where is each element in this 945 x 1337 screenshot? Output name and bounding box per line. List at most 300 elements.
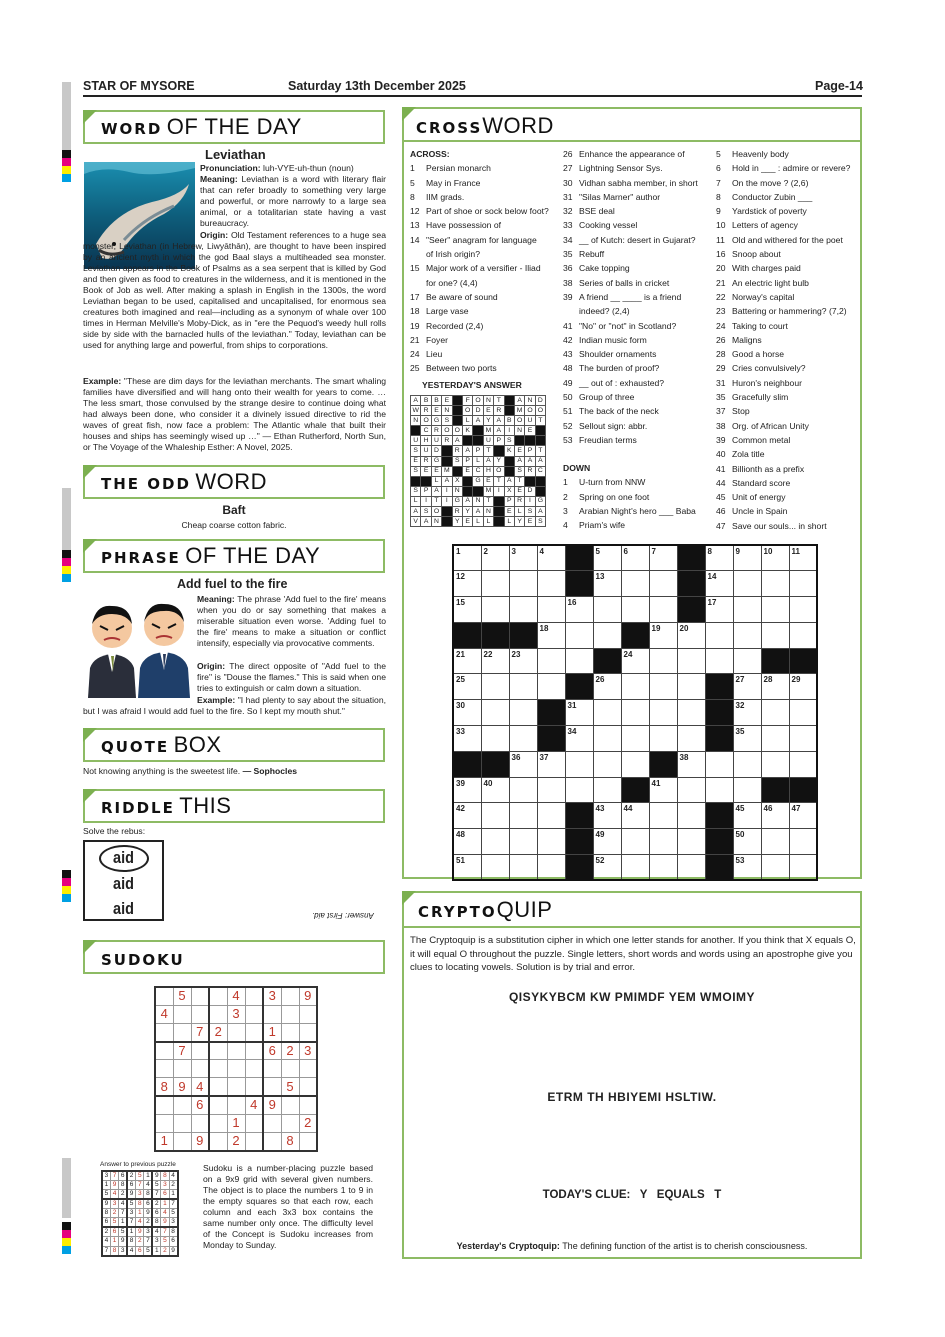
answer-cell: S: [504, 436, 514, 446]
down-label: DOWN: [563, 463, 591, 473]
clue-item: 51 The back of the neck: [563, 406, 659, 417]
crossword-cell[interactable]: 35: [733, 726, 761, 752]
sudoku-cell[interactable]: [281, 1060, 299, 1078]
clue-item: 4 Priam's wife: [563, 520, 626, 531]
previous-sudoku-cell: 9: [152, 1171, 160, 1181]
crossword-cell[interactable]: [761, 726, 789, 752]
sudoku-cell[interactable]: [227, 1096, 245, 1114]
previous-sudoku-cell: 6: [110, 1227, 118, 1237]
odd-word: Baft: [222, 503, 246, 517]
sudoku-cell[interactable]: [173, 1060, 191, 1078]
crossword-cell[interactable]: [733, 751, 761, 777]
black-cell: [705, 700, 733, 726]
sudoku-cell[interactable]: 8: [155, 1078, 173, 1096]
crossword-cell[interactable]: [593, 777, 621, 803]
crossword-cell[interactable]: 31: [565, 700, 593, 726]
previous-sudoku-cell: 8: [110, 1246, 118, 1256]
crossword-cell[interactable]: [733, 777, 761, 803]
sudoku-cell[interactable]: 3: [227, 1005, 245, 1023]
down-clues-col2: [563, 461, 696, 532]
crossword-cell[interactable]: [621, 751, 649, 777]
crossword-cell[interactable]: [705, 777, 733, 803]
crossword-cell[interactable]: [509, 571, 537, 597]
clue-item: 52 Sellout sign: abbr.: [563, 420, 648, 431]
crossword-cell[interactable]: [509, 777, 537, 803]
crossword-cell[interactable]: [677, 674, 705, 700]
sudoku-cell[interactable]: 3: [299, 1042, 317, 1060]
sudoku-cell[interactable]: [173, 1096, 191, 1114]
sudoku-cell[interactable]: 9: [263, 1096, 281, 1114]
crossword-cell[interactable]: [621, 829, 649, 855]
crossword-cell[interactable]: [481, 674, 509, 700]
sudoku-cell[interactable]: [209, 1042, 227, 1060]
clue-item: 40 Zola title: [716, 449, 765, 460]
answer-cell: A: [483, 456, 493, 466]
crossword-cell[interactable]: [761, 571, 789, 597]
sudoku-cell[interactable]: [299, 1078, 317, 1096]
crossword-cell[interactable]: [649, 726, 677, 752]
sudoku-cell[interactable]: [191, 987, 209, 1005]
answer-cell: U: [483, 436, 493, 446]
crossword-cell[interactable]: [509, 829, 537, 855]
answer-cell: T: [494, 396, 504, 406]
sudoku-cell[interactable]: [245, 1042, 263, 1060]
crossword-cell[interactable]: 9: [733, 545, 761, 571]
sudoku-cell[interactable]: [173, 1133, 191, 1151]
sudoku-cell[interactable]: [245, 1114, 263, 1132]
sudoku-cell[interactable]: [155, 1023, 173, 1041]
crossword-cell[interactable]: [537, 803, 565, 829]
sudoku-cell[interactable]: 4: [155, 1005, 173, 1023]
previous-sudoku-cell: 5: [152, 1181, 160, 1190]
answer-cell: I: [421, 496, 431, 506]
crossword-cell[interactable]: 34: [565, 726, 593, 752]
crossword-cell[interactable]: [761, 622, 789, 648]
crossword-cell[interactable]: [509, 674, 537, 700]
clue-item: 14 "Seer" anagram for language: [410, 234, 537, 245]
crossword-cell[interactable]: [761, 700, 789, 726]
crossword-cell[interactable]: [677, 726, 705, 752]
crossword-cell[interactable]: [593, 622, 621, 648]
cryptoquip-clue: TODAY'S CLUE: Y EQUALS T: [542, 1189, 722, 1201]
black-cell: [473, 486, 483, 496]
crossword-cell[interactable]: [649, 803, 677, 829]
color-registration-marks: [62, 1222, 71, 1254]
crossword-cell[interactable]: [705, 622, 733, 648]
crossword-cell[interactable]: [537, 777, 565, 803]
crossword-cell[interactable]: [481, 571, 509, 597]
crossword-cell[interactable]: 36: [509, 751, 537, 777]
crossword-cell[interactable]: 23: [509, 648, 537, 674]
answer-cell: N: [431, 517, 441, 527]
crossword-cell[interactable]: 51: [453, 855, 481, 881]
answer-cell: A: [494, 426, 504, 436]
crossword-cell[interactable]: [621, 674, 649, 700]
sudoku-cell[interactable]: 9: [173, 1078, 191, 1096]
crossword-cell[interactable]: 17: [705, 597, 733, 623]
crossword-cell[interactable]: [481, 597, 509, 623]
sudoku-cell[interactable]: [209, 1060, 227, 1078]
answer-cell: N: [483, 507, 493, 517]
crossword-cell[interactable]: [789, 751, 817, 777]
crossword-cell[interactable]: 3: [509, 545, 537, 571]
sudoku-cell[interactable]: [245, 1005, 263, 1023]
crossword-cell[interactable]: 53: [733, 855, 761, 881]
crossword-cell[interactable]: [621, 700, 649, 726]
sudoku-cell[interactable]: 6: [263, 1042, 281, 1060]
sudoku-cell[interactable]: [281, 1114, 299, 1132]
previous-sudoku-cell: 5: [102, 1190, 110, 1200]
crossword-cell[interactable]: [509, 726, 537, 752]
clue-item: 49 __ out of : exhausted?: [563, 377, 665, 388]
answer-cell: G: [473, 476, 483, 486]
crossword-cell[interactable]: [789, 571, 817, 597]
crossword-cell[interactable]: [649, 855, 677, 881]
sudoku-cell[interactable]: 1: [263, 1023, 281, 1041]
sudoku-cell[interactable]: 6: [191, 1096, 209, 1114]
sudoku-cell[interactable]: [263, 1114, 281, 1132]
crossword-cell[interactable]: 19: [649, 622, 677, 648]
crossword-cell[interactable]: 39: [453, 777, 481, 803]
crossword-cell[interactable]: [705, 751, 733, 777]
sudoku-cell[interactable]: [227, 1023, 245, 1041]
crossword-cell[interactable]: 52: [593, 855, 621, 881]
sudoku-cell[interactable]: 2: [227, 1133, 245, 1151]
crossword-cell[interactable]: [649, 648, 677, 674]
crossword-cell[interactable]: [621, 597, 649, 623]
crossword-cell[interactable]: [537, 597, 565, 623]
crossword-cell[interactable]: [537, 855, 565, 881]
crossword-cell[interactable]: [789, 726, 817, 752]
crossword-cell[interactable]: [677, 803, 705, 829]
crossword-cell[interactable]: 22: [481, 648, 509, 674]
previous-sudoku-cell: 6: [136, 1246, 144, 1256]
crossword-cell[interactable]: 32: [733, 700, 761, 726]
crossword-cell[interactable]: [789, 700, 817, 726]
crossword-cell[interactable]: [677, 700, 705, 726]
sudoku-cell[interactable]: 4: [191, 1078, 209, 1096]
sudoku-cell[interactable]: 9: [191, 1133, 209, 1151]
sudoku-cell[interactable]: [155, 987, 173, 1005]
sudoku-cell[interactable]: 4: [227, 987, 245, 1005]
sudoku-cell[interactable]: [155, 1114, 173, 1132]
answer-cell: L: [483, 517, 493, 527]
crossword-cell[interactable]: [481, 829, 509, 855]
answer-cell: E: [462, 466, 472, 476]
sudoku-cell[interactable]: 1: [155, 1133, 173, 1151]
answer-cell: S: [411, 466, 421, 476]
crossword-cell[interactable]: [733, 622, 761, 648]
sudoku-cell[interactable]: [227, 1060, 245, 1078]
sudoku-cell[interactable]: 2: [209, 1023, 227, 1041]
across-clues-col2: [563, 147, 698, 447]
answer-cell: N: [514, 426, 524, 436]
black-cell: [789, 648, 817, 674]
crossword-cell[interactable]: [565, 777, 593, 803]
crossword-cell[interactable]: [733, 648, 761, 674]
crossword-cell[interactable]: [509, 700, 537, 726]
crossword-cell[interactable]: [705, 648, 733, 674]
sudoku-cell[interactable]: [155, 1060, 173, 1078]
sudoku-cell[interactable]: [299, 1133, 317, 1151]
sudoku-cell[interactable]: 8: [281, 1133, 299, 1151]
answer-cell: O: [421, 416, 431, 426]
sudoku-cell[interactable]: 9: [299, 987, 317, 1005]
black-cell: [621, 777, 649, 803]
crossword-cell[interactable]: 45: [733, 803, 761, 829]
answer-cell: I: [504, 426, 514, 436]
crossword-cell[interactable]: 26: [593, 674, 621, 700]
sudoku-cell[interactable]: [209, 1096, 227, 1114]
crossword-cell[interactable]: [481, 726, 509, 752]
crossword-cell[interactable]: 20: [677, 622, 705, 648]
answer-cell: O: [514, 416, 524, 426]
crossword-cell[interactable]: [537, 674, 565, 700]
sudoku-cell[interactable]: [263, 1060, 281, 1078]
crossword-cell[interactable]: 24: [621, 648, 649, 674]
answer-cell: G: [431, 416, 441, 426]
crossword-cell[interactable]: [761, 751, 789, 777]
crossword-cell[interactable]: 15: [453, 597, 481, 623]
clue-item: 2 Spring on one foot: [563, 491, 650, 502]
clue-item: 26 Enhance the appearance of: [563, 149, 685, 159]
clue-item: 29 Cries convulsively?: [716, 363, 806, 374]
crossword-cell[interactable]: 40: [481, 777, 509, 803]
angry-men-illustration: [86, 598, 190, 698]
crossword-cell[interactable]: [789, 622, 817, 648]
crossword-cell[interactable]: 29: [789, 674, 817, 700]
crossword-cell[interactable]: 42: [453, 803, 481, 829]
sudoku-cell[interactable]: [227, 1078, 245, 1096]
crossword-cell[interactable]: 47: [789, 803, 817, 829]
answer-cell: D: [473, 406, 483, 416]
down-clues-col3: [716, 147, 850, 533]
sudoku-cell[interactable]: 2: [299, 1114, 317, 1132]
crossword-cell[interactable]: [677, 855, 705, 881]
crossword-cell[interactable]: 48: [453, 829, 481, 855]
answer-cell: Y: [462, 507, 472, 517]
sudoku-cell[interactable]: [245, 1060, 263, 1078]
section-title-small: SUDOKU: [101, 951, 185, 969]
crossword-cell[interactable]: [509, 803, 537, 829]
sudoku-cell[interactable]: [209, 987, 227, 1005]
answer-cell: I: [494, 486, 504, 496]
crossword-cell[interactable]: [509, 597, 537, 623]
crossword-cell[interactable]: 25: [453, 674, 481, 700]
sudoku-cell[interactable]: [191, 1114, 209, 1132]
sudoku-cell[interactable]: [281, 987, 299, 1005]
crossword-cell[interactable]: [761, 597, 789, 623]
crossword-cell[interactable]: [649, 674, 677, 700]
crossword-cell[interactable]: [677, 777, 705, 803]
sudoku-cell[interactable]: [191, 1042, 209, 1060]
black-cell: [494, 446, 504, 456]
crossword-cell[interactable]: [649, 829, 677, 855]
crossword-cell[interactable]: 43: [593, 803, 621, 829]
sudoku-cell[interactable]: [281, 1005, 299, 1023]
crossword-cell[interactable]: 11: [789, 545, 817, 571]
previous-sudoku-cell: 8: [169, 1227, 177, 1237]
crossword-cell[interactable]: [789, 829, 817, 855]
crossword-cell[interactable]: [649, 571, 677, 597]
sudoku-cell[interactable]: 2: [281, 1042, 299, 1060]
crossword-cell[interactable]: [481, 700, 509, 726]
crossword-cell[interactable]: [733, 597, 761, 623]
crossword-cell[interactable]: 8: [705, 545, 733, 571]
sudoku-cell[interactable]: [299, 1096, 317, 1114]
crossword-cell[interactable]: [565, 751, 593, 777]
crossword-cell[interactable]: [677, 648, 705, 674]
sudoku-cell[interactable]: [209, 1005, 227, 1023]
sudoku-cell[interactable]: [155, 1042, 173, 1060]
sudoku-cell[interactable]: [173, 1114, 191, 1132]
answer-cell: L: [462, 416, 472, 426]
crossword-cell[interactable]: 14: [705, 571, 733, 597]
crossword-cell[interactable]: [761, 829, 789, 855]
answer-cell: V: [411, 517, 421, 527]
crossword-cell[interactable]: [537, 829, 565, 855]
sudoku-cell[interactable]: 5: [281, 1078, 299, 1096]
sudoku-cell[interactable]: [209, 1133, 227, 1151]
sudoku-cell[interactable]: [299, 1060, 317, 1078]
crossword-cell[interactable]: 38: [677, 751, 705, 777]
crossword-cell[interactable]: 21: [453, 648, 481, 674]
answer-cell: E: [421, 466, 431, 476]
sudoku-cell[interactable]: [263, 1078, 281, 1096]
section-title-big: OF THE DAY: [185, 543, 321, 568]
crossword-cell[interactable]: [537, 648, 565, 674]
crossword-cell[interactable]: [481, 855, 509, 881]
crossword-cell[interactable]: 28: [761, 674, 789, 700]
crossword-cell[interactable]: [621, 726, 649, 752]
answer-cell: T: [431, 496, 441, 506]
sudoku-cell[interactable]: [281, 1096, 299, 1114]
sudoku-cell[interactable]: 3: [263, 987, 281, 1005]
crossword-cell[interactable]: [593, 726, 621, 752]
crossword-cell[interactable]: 6: [621, 545, 649, 571]
crossword-cell[interactable]: [593, 700, 621, 726]
crossword-cell[interactable]: [789, 597, 817, 623]
previous-sudoku-cell: 1: [161, 1199, 169, 1209]
answer-cell: A: [411, 507, 421, 517]
crossword-cell[interactable]: [677, 829, 705, 855]
crossword-cell[interactable]: [621, 855, 649, 881]
previous-sudoku-cell: 3: [110, 1199, 118, 1209]
crossword-cell[interactable]: [565, 622, 593, 648]
crossword-cell[interactable]: [733, 571, 761, 597]
crossword-cell[interactable]: 37: [537, 751, 565, 777]
crossword-cell[interactable]: 41: [649, 777, 677, 803]
crossword-cell[interactable]: [509, 855, 537, 881]
previous-sudoku-cell: 2: [110, 1209, 118, 1218]
crossword-cell[interactable]: [649, 700, 677, 726]
answer-cell: O: [452, 426, 462, 436]
sudoku-cell[interactable]: [245, 1078, 263, 1096]
crossword-cell[interactable]: 10: [761, 545, 789, 571]
crossword-cell[interactable]: 44: [621, 803, 649, 829]
previous-sudoku-cell: 5: [144, 1246, 152, 1256]
answer-cell: A: [535, 456, 545, 466]
crossword-cell[interactable]: 4: [537, 545, 565, 571]
crossword-cell[interactable]: [565, 648, 593, 674]
sudoku-cell[interactable]: [299, 1023, 317, 1041]
sudoku-cell[interactable]: [263, 1133, 281, 1151]
answer-cell: D: [431, 446, 441, 456]
sudoku-grid: [154, 986, 318, 1152]
previous-sudoku-cell: 6: [152, 1209, 160, 1218]
answer-cell: P: [421, 486, 431, 496]
sudoku-cell[interactable]: [173, 1023, 191, 1041]
section-title-small: CRYPTO: [418, 903, 497, 921]
sudoku-cell[interactable]: [227, 1042, 245, 1060]
crossword-cell[interactable]: 50: [733, 829, 761, 855]
crossword-cell[interactable]: [593, 751, 621, 777]
clue-item: 24 Lieu: [410, 349, 443, 360]
crossword-cell[interactable]: 12: [453, 571, 481, 597]
answer-cell: K: [462, 426, 472, 436]
clue-item: 21 An electric light bulb: [716, 277, 809, 288]
black-cell: [494, 517, 504, 527]
clue-item: 28 Good a horse: [716, 349, 785, 360]
crossword-cell[interactable]: [537, 571, 565, 597]
crossword-cell[interactable]: [621, 571, 649, 597]
crossword-cell[interactable]: 5: [593, 545, 621, 571]
sudoku-cell[interactable]: [173, 1005, 191, 1023]
crossword-cell[interactable]: 7: [649, 545, 677, 571]
crossword-cell[interactable]: 1: [453, 545, 481, 571]
black-cell: [462, 476, 472, 486]
sudoku-cell[interactable]: [191, 1005, 209, 1023]
sudoku-cell[interactable]: [155, 1096, 173, 1114]
sudoku-cell[interactable]: [209, 1078, 227, 1096]
sudoku-cell[interactable]: 4: [245, 1096, 263, 1114]
crossword-cell[interactable]: 27: [733, 674, 761, 700]
crossword-cell[interactable]: 16: [565, 597, 593, 623]
sudoku-cell[interactable]: [245, 987, 263, 1005]
sudoku-cell[interactable]: [245, 1133, 263, 1151]
crossword-cell[interactable]: 13: [593, 571, 621, 597]
clue-item: 12 Part of shoe or sock below foot?: [410, 206, 549, 217]
crossword-cell[interactable]: 33: [453, 726, 481, 752]
crossword-cell[interactable]: [761, 855, 789, 881]
clue-item: 46 Uncle in Spain: [716, 506, 788, 517]
crossword-cell[interactable]: [789, 855, 817, 881]
answer-cell: B: [421, 396, 431, 406]
sudoku-cell[interactable]: [209, 1114, 227, 1132]
crossword-cell[interactable]: 30: [453, 700, 481, 726]
sudoku-cell[interactable]: 7: [191, 1023, 209, 1041]
clue-item: 19 Recorded (2,4): [410, 320, 484, 331]
crossword-cell[interactable]: [649, 597, 677, 623]
sudoku-cell[interactable]: [299, 1005, 317, 1023]
sudoku-cell[interactable]: [263, 1005, 281, 1023]
sudoku-cell[interactable]: [245, 1023, 263, 1041]
sudoku-cell[interactable]: 5: [173, 987, 191, 1005]
crossword-cell[interactable]: [481, 803, 509, 829]
answer-cell: G: [535, 496, 545, 506]
crossword-cell[interactable]: 18: [537, 622, 565, 648]
crossword-cell[interactable]: 46: [761, 803, 789, 829]
sudoku-cell[interactable]: [191, 1060, 209, 1078]
crossword-cell[interactable]: 49: [593, 829, 621, 855]
crossword-cell[interactable]: 2: [481, 545, 509, 571]
sudoku-cell[interactable]: 1: [227, 1114, 245, 1132]
sudoku-cell[interactable]: 7: [173, 1042, 191, 1060]
sudoku-cell[interactable]: [281, 1023, 299, 1041]
clue-item: 22 Norway's capital: [716, 291, 795, 302]
answer-cell: G: [452, 496, 462, 506]
crossword-cell[interactable]: [593, 597, 621, 623]
